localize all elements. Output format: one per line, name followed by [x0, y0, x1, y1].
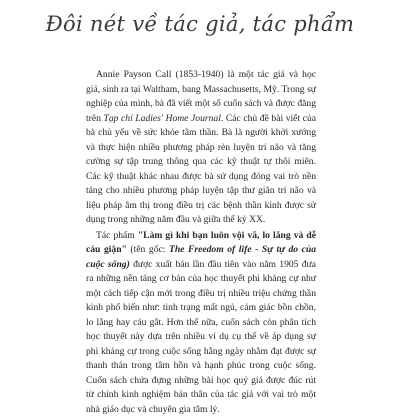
book-title-vietnamese: "Làm gì khi bạn luôn vội vã, lo lắng và dễ cáu giận" [86, 229, 316, 255]
paragraph-text: được xuất bản lần đầu tiên vào năm 1905 đưa ra những nền tảng cơ bản của học thuyết phi kháng cự như một cách tiếp cận mới trong điều trị nhiều triệu chứng thần kinh phổ biến như: tình trạng mất ngủ, cảm giác bồn chồn, lo lắng hay cáu gắt. Hơn thế nữa, cuốn sách còn phân tích học thuyết này dựa trên nhiều ví dụ cụ thể về áp dụng sự phi kháng cự trong cuộc sống hằng ngày nhằm đạt được sự thanh thản trong tâm hồn và hạnh phúc trong cuộc sống. Cuốn sách chứa đựng những bài học quý giá được đúc rút từ chính kinh nghiệm bản thân của tác giả với vai trò một nhà giáo dục và chuyên gia tâm lý. [86, 258, 317, 415]
body-text [86, 68, 316, 418]
paragraph-book-intro [86, 229, 316, 418]
paragraph-author-bio [86, 68, 316, 228]
section-heading: Đôi nét về tác giả, tác phẩm [45, 12, 355, 36]
paragraph-text: (tên gốc: [126, 244, 169, 255]
magazine-title: Tạp chí Ladies' Home Journal [103, 112, 221, 124]
paragraph-text: Annie Payson Call (1853-1940) là một tác giả và học giả, sinh ra tại Waltham, bang Massachusetts, Mỹ. Trong sự nghiệp của mình, bà đã viết một số cuốn sách và được đăng trên [86, 69, 316, 124]
paragraph-text: . Các chủ đề bài viết của bà chủ yếu về sức khỏe tâm thần. Bà là người khởi xướng và thực hiện nhiều phương pháp rèn luyện trí não và tăng cường sự tập trung thông qua các kỹ thuật tự thôi miên. Các kỹ thuật khác nhau được bà sử dụng đóng vai trò nền tảng cho nhiều phương pháp luyện tập thư giãn trí não và liệu pháp âm thị trong điều trị các bệnh thần kinh được sử dụng trong những năm đầu và giữa thế kỷ XX. [86, 112, 316, 225]
paragraph-text: Tác phẩm [96, 229, 138, 241]
book-title-original: The Freedom of life - Sự tự do của cuộc sống) [86, 244, 316, 270]
